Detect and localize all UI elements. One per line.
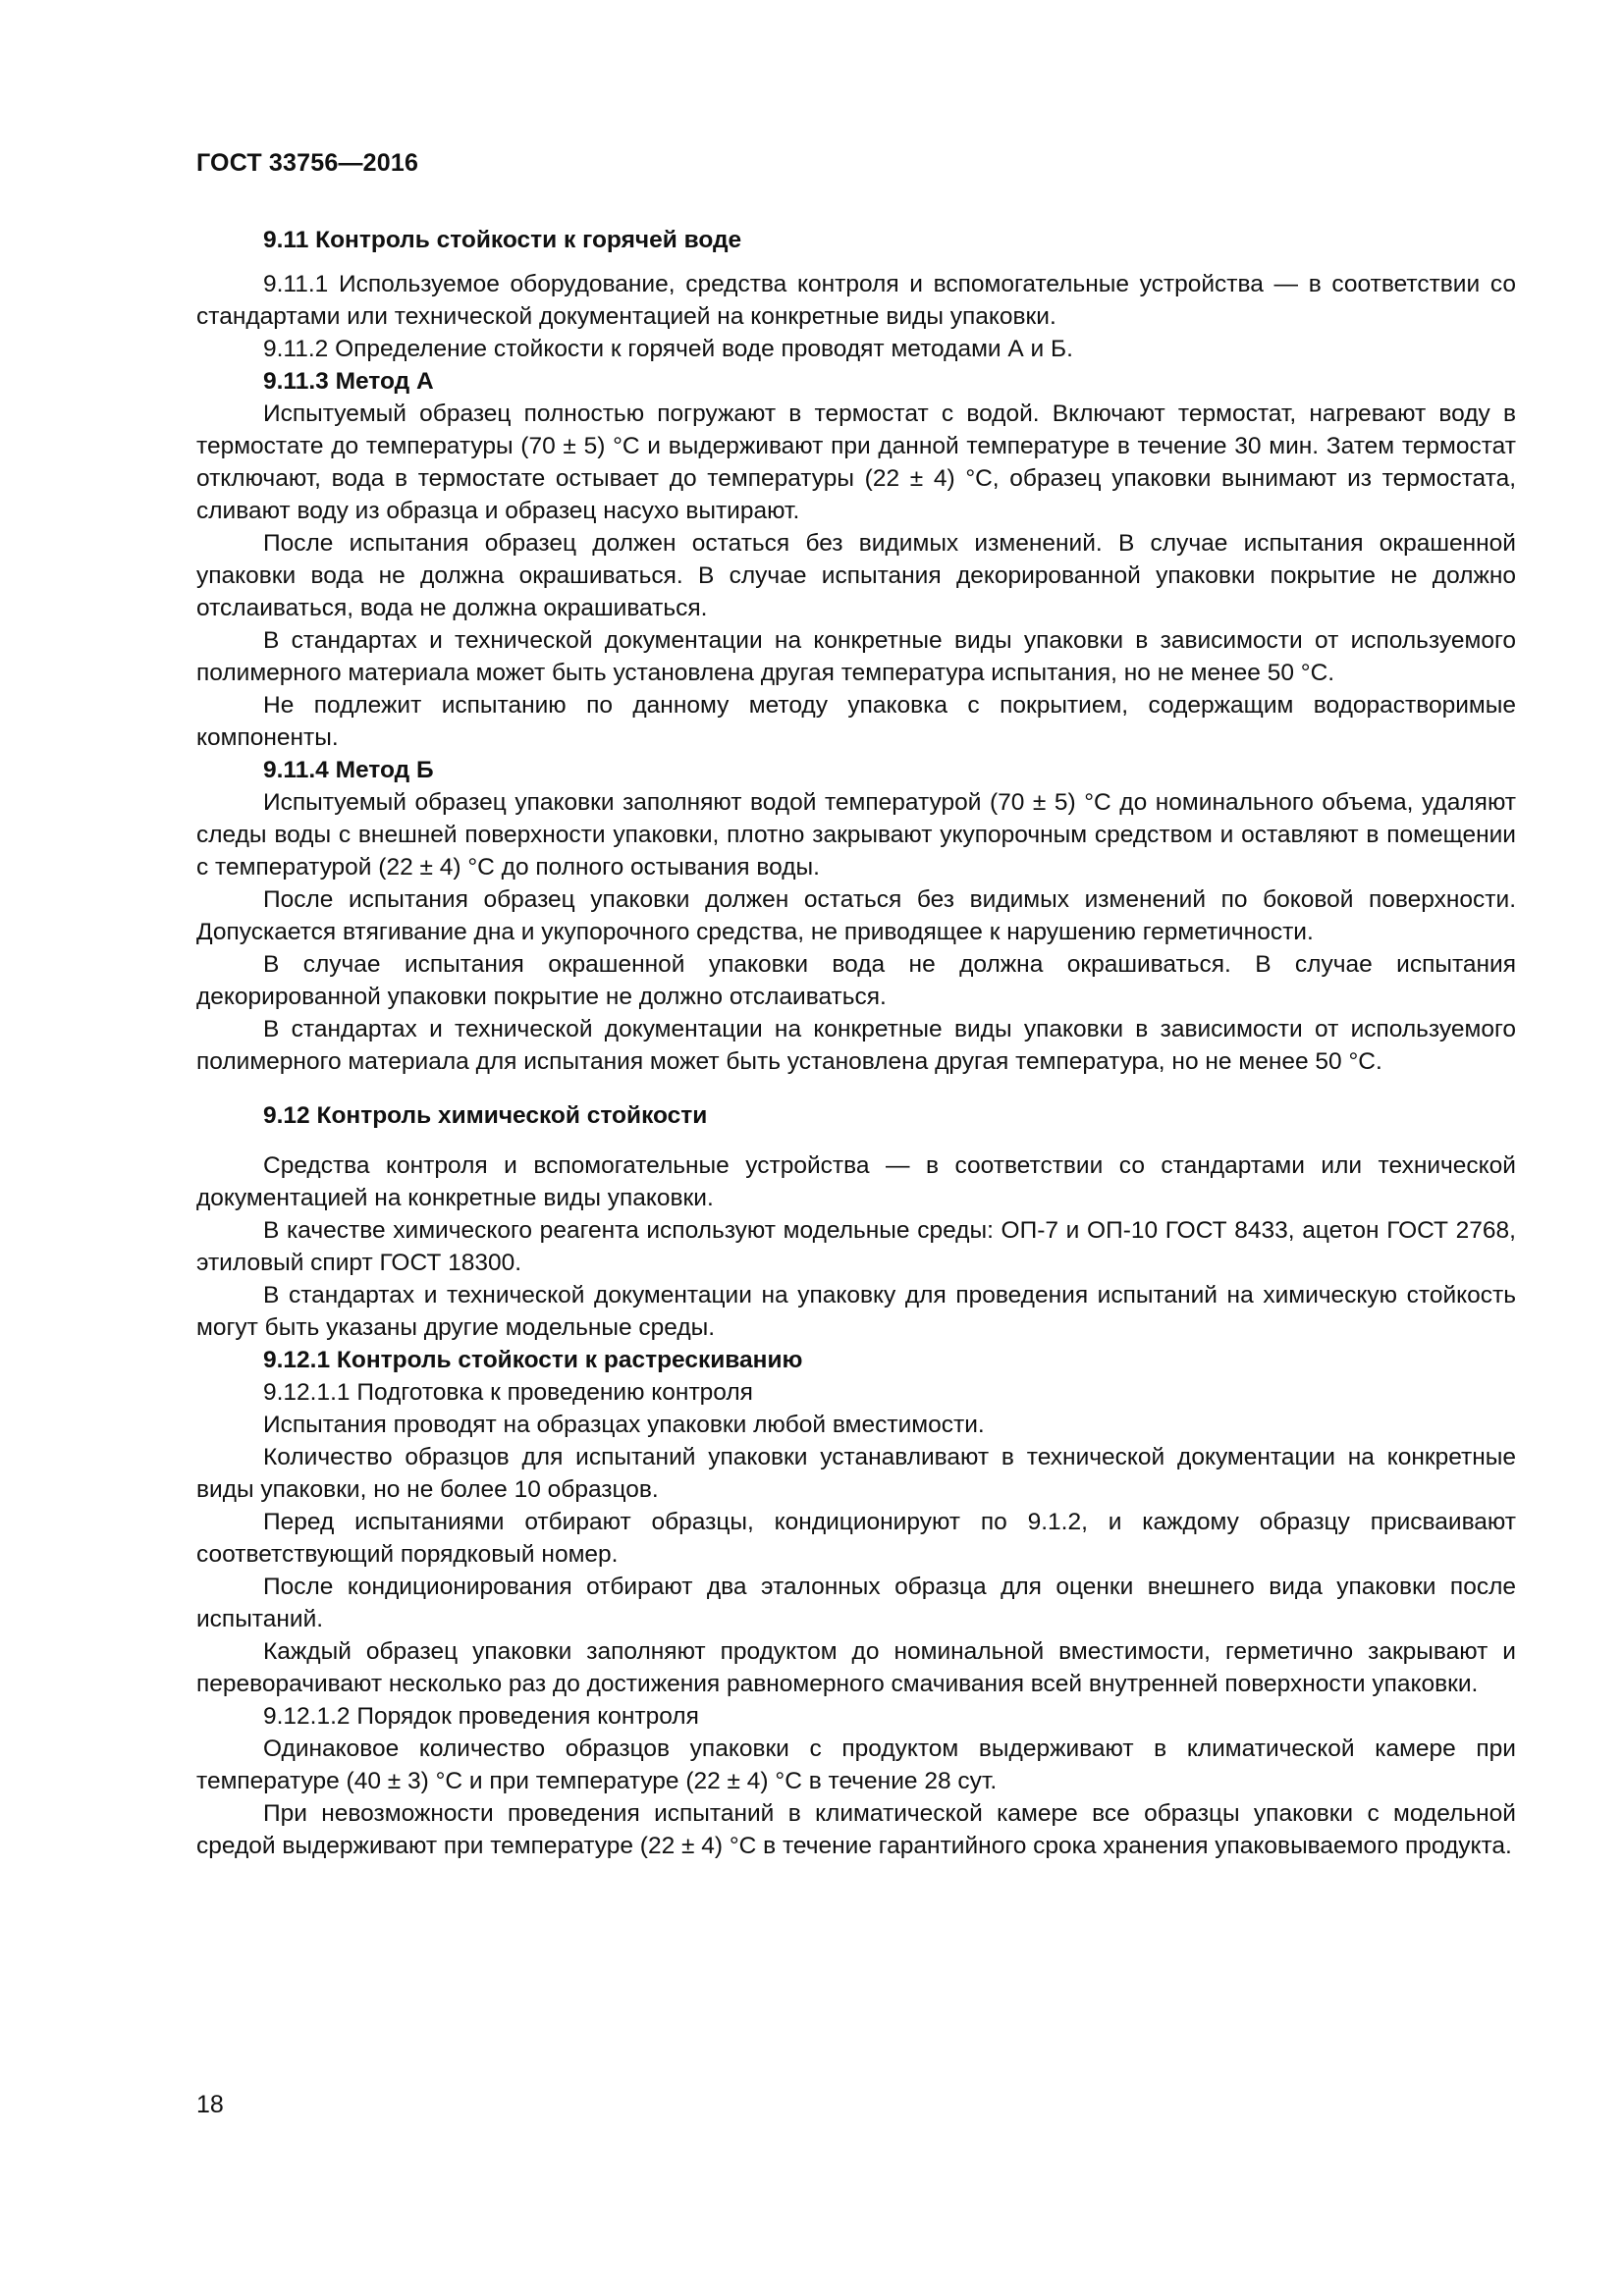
section-9-12-paragraph: В стандартах и технической документации на упаковку для проведения испытаний на химическую стойкость могут быть указаны другие модельные среды.	[196, 1282, 1516, 1341]
preparation-paragraph: Испытания проводят на образцах упаковки любой вместимости.	[263, 1412, 985, 1438]
section-9-12-paragraph: Средства контроля и вспомогательные устройства — в соответствии со стандартами или технической документацией на конкретные виды упаковки.	[196, 1152, 1516, 1211]
procedure-heading: 9.12.1.2 Порядок проведения контроля	[263, 1703, 699, 1730]
paragraph-9-11-2: 9.11.2 Определение стойкости к горячей воде проводят методами А и Б.	[263, 336, 1073, 362]
preparation-heading: 9.12.1.1 Подготовка к проведению контроля	[263, 1379, 753, 1406]
method-b-paragraph: В случае испытания окрашенной упаковки вода не должна окрашиваться. В случае испытания декорированной упаковки покрытие не должно отслаиваться.	[196, 951, 1516, 1010]
method-a-paragraph: Испытуемый образец полностью погружают в термостат с водой. Включают термостат, нагревают воду в термостате до температуры (70 ± 5) °С и выдерживают при данной температуре в течение 30 мин. Затем термостат отключают, вода в термостате остывает до температуры (22 ± 4) °С, образец упаковки вынимают из термостата, сливают воду из образца и образец насухо вытирают.	[196, 400, 1516, 524]
preparation-paragraph: Перед испытаниями отбирают образцы, кондиционируют по 9.1.2, и каждому образцу присваивают соответствующий порядковый номер.	[196, 1509, 1516, 1568]
procedure-paragraph: Одинаковое количество образцов упаковки с продуктом выдерживают в климатической камере при температуре (40 ± 3) °С и при температуре (22 ± 4) °С в течение 28 сут.	[196, 1735, 1516, 1794]
preparation-paragraph: После кондиционирования отбирают два эталонных образца для оценки внешнего вида упаковки после испытаний.	[196, 1574, 1516, 1632]
document-code: ГОСТ 33756—2016	[196, 149, 419, 177]
method-a-paragraph: Не подлежит испытанию по данному методу упаковка с покрытием, содержащим водорастворимые компоненты.	[196, 692, 1516, 751]
method-a-paragraph: После испытания образец должен остаться без видимых изменений. В случае испытания окрашенной упаковки вода не должна окрашиваться. В случае испытания декорированной упаковки покрытие не должно отслаиваться, вода не должна окрашиваться.	[196, 530, 1516, 621]
section-9-12-paragraph: В качестве химического реагента используют модельные среды: ОП-7 и ОП-10 ГОСТ 8433, ацетон ГОСТ 2768, этиловый спирт ГОСТ 18300.	[196, 1217, 1516, 1276]
document-body	[196, 224, 1516, 1862]
section-9-12-title: 9.12 Контроль химической стойкости	[263, 1102, 708, 1129]
paragraph-9-11-1: 9.11.1 Используемое оборудование, средства контроля и вспомогательные устройства — в соответствии со стандартами или технической документацией на конкретные виды упаковки.	[196, 271, 1516, 330]
section-9-11-title: 9.11 Контроль стойкости к горячей воде	[263, 227, 742, 253]
method-a-paragraph: В стандартах и технической документации на конкретные виды упаковки в зависимости от используемого полимерного материала может быть установлена другая температура испытания, но не менее 50 °С.	[196, 627, 1516, 686]
procedure-paragraph: При невозможности проведения испытаний в климатической камере все образцы упаковки с модельной средой выдерживают при температуре (22 ± 4) °С в течение гарантийного срока хранения упаковываемого продукта.	[196, 1800, 1516, 1859]
method-b-paragraph: Испытуемый образец упаковки заполняют водой температурой (70 ± 5) °С до номинального объема, удаляют следы воды с внешней поверхности упаковки, плотно закрывают укупорочным средством и оставляют в помещении с температурой (22 ± 4) °С до полного остывания воды.	[196, 789, 1516, 881]
preparation-paragraph: Каждый образец упаковки заполняют продуктом до номинальной вместимости, герметично закрывают и переворачивают несколько раз до достижения равномерного смачивания всей внутренней поверхности упаковки.	[196, 1638, 1516, 1697]
method-a-title: 9.11.3 Метод А	[263, 368, 434, 395]
section-9-12-1-title: 9.12.1 Контроль стойкости к растрескиванию	[263, 1347, 803, 1373]
method-b-paragraph: В стандартах и технической документации на конкретные виды упаковки в зависимости от используемого полимерного материала для испытания может быть установлена другая температура, но не менее 50 °С.	[196, 1016, 1516, 1075]
method-b-title: 9.11.4 Метод Б	[263, 757, 434, 783]
method-b-paragraph: После испытания образец упаковки должен остаться без видимых изменений по боковой поверхности. Допускается втягивание дна и укупорочного средства, не приводящее к нарушению герметичности.	[196, 886, 1516, 945]
page-number: 18	[196, 2091, 224, 2118]
preparation-paragraph: Количество образцов для испытаний упаковки устанавливают в технической документации на конкретные виды упаковки, но не более 10 образцов.	[196, 1444, 1516, 1503]
